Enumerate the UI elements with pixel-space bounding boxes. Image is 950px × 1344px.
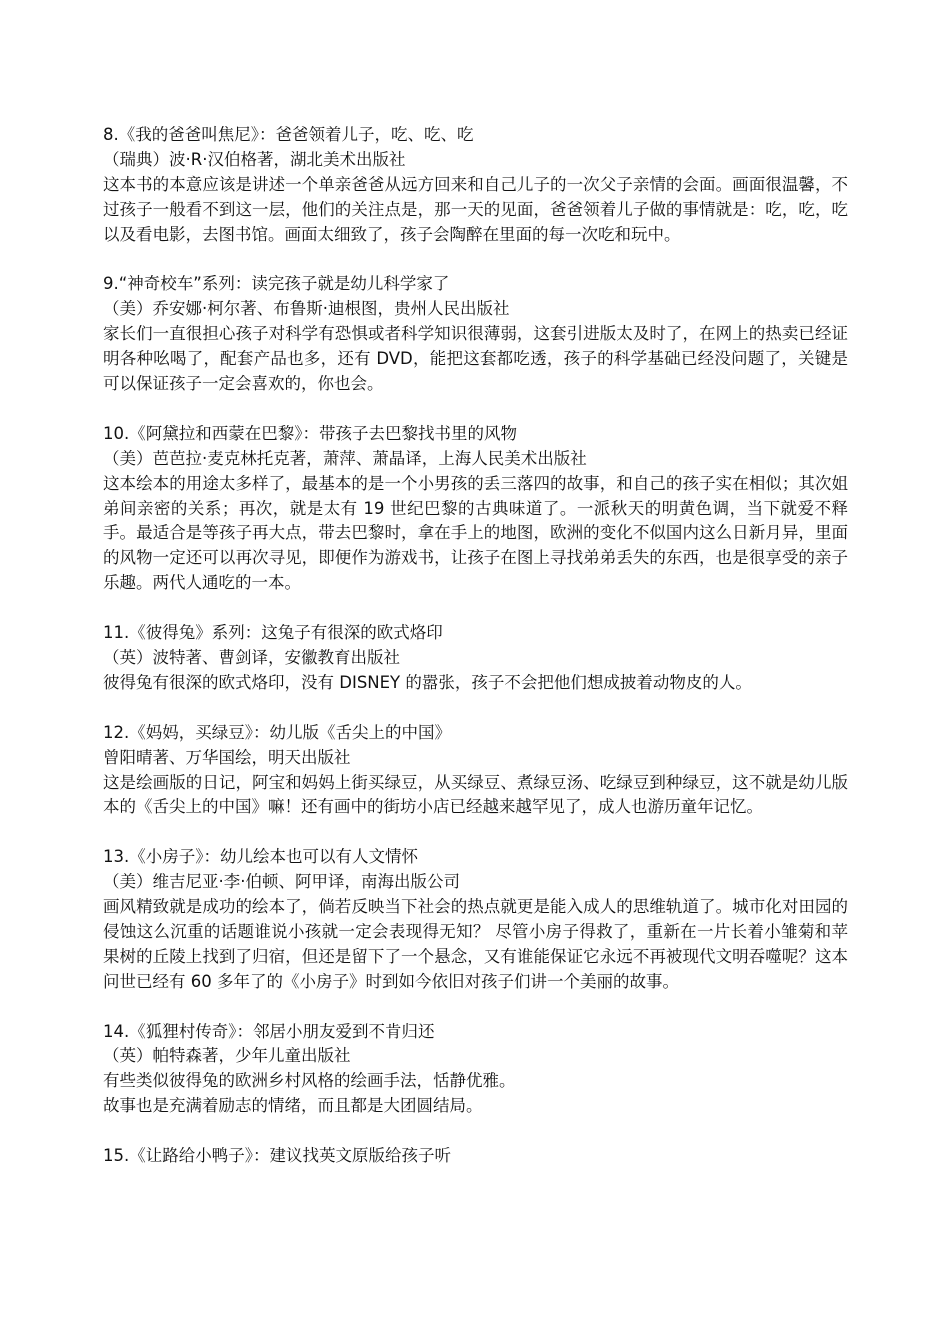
entry-title: 13.《小房子》：幼儿绘本也可以有人文情怀 bbox=[103, 847, 418, 867]
entry-title: 8.《我的爸爸叫焦尼》：爸爸领着儿子，吃、吃、吃 bbox=[103, 125, 474, 144]
entry-meta: 曾阳晴著、万华国绘，明天出版社 bbox=[103, 747, 351, 767]
entry-title: 15.《让路给小鸭子》：建议找英文原版给孩子听 bbox=[103, 1146, 451, 1166]
entry-meta: （英）波特著、曹剑译，安徽教育出版社 bbox=[103, 647, 400, 667]
book-entry-14 bbox=[103, 1020, 848, 1120]
entry-title: 12.《妈妈，买绿豆》：幼儿版《舌尖上的中国》 bbox=[103, 722, 451, 742]
entry-title: 11.《彼得兔》系列：这兔子有很深的欧式烙印 bbox=[103, 623, 443, 643]
entry-title: 9.“神奇校车”系列：读完孩子就是幼儿科学家了 bbox=[103, 274, 450, 294]
entry-meta: （英）帕特森著，少年儿童出版社 bbox=[103, 1046, 351, 1066]
entry-description: 这是绘画版的日记，阿宝和妈妈上街买绿豆，从买绿豆、煮绿豆汤、吃绿豆到种绿豆，这不就是幼儿版本的《舌尖上的中国》嘛！还有画中的街坊小店已经越来越罕见了，成人也游历童年记忆。 bbox=[103, 772, 848, 817]
entry-description: 这本绘本的用途太多样了，最基本的是一个小男孩的丢三落四的故事，和自己的孩子实在相似；其次姐弟间亲密的关系；再次，就是太有 19 世纪巴黎的古典味道了。一派秋天的明黄色调，当下就爱不释手。最适合是等孩子再大点，带去巴黎时，拿在手上的地图，欧洲的变化不似国内这么日新月异，里面的风物一定还可以再次寻见，即便作为游戏书，让孩子在图上寻找弟弟丢失的东西，也是很享受的亲子乐趣。两代人通吃的一本。 bbox=[103, 473, 848, 593]
entry-description: 彼得兔有很深的欧式烙印，没有 DISNEY 的嚣张，孩子不会把他们想成披着动物皮的人。 bbox=[103, 672, 752, 692]
entry-meta: （美）乔安娜·柯尔著、布鲁斯·迪根图，贵州人民出版社 bbox=[103, 299, 510, 319]
book-entry-12 bbox=[103, 721, 848, 821]
book-entry-11 bbox=[103, 621, 848, 696]
book-entry-10 bbox=[103, 422, 848, 596]
book-entry-15 bbox=[103, 1144, 848, 1169]
entry-description: 家长们一直很担心孩子对科学有恐惧或者科学知识很薄弱，这套引进版太及时了，在网上的热卖已经证明各种吆喝了，配套产品也多，还有 DVD，能把这套都吃透，孩子的科学基础已经没问题了，关键是可以保证孩子一定会喜欢的，你也会。 bbox=[103, 324, 848, 394]
book-entry-8 bbox=[103, 123, 848, 248]
entry-description: 有些类似彼得兔的欧洲乡村风格的绘画手法，恬静优雅。 bbox=[103, 1071, 516, 1091]
document-page bbox=[103, 123, 848, 1194]
entry-meta: （瑞典）波·R·汉伯格著，湖北美术出版社 bbox=[103, 149, 406, 169]
entry-description: 这本书的本意应该是讲述一个单亲爸爸从远方回来和自己儿子的一次父子亲情的会面。画面很温馨，不过孩子一般看不到这一层，他们的关注点是，那一天的见面，爸爸领着儿子做的事情就是：吃，吃，吃以及看电影，去图书馆。画面太细致了，孩子会陶醉在里面的每一次吃和玩中。 bbox=[103, 174, 848, 244]
book-entry-13 bbox=[103, 845, 848, 994]
entry-meta: （美）维吉尼亚·李·伯顿、阿甲译，南海出版公司 bbox=[103, 872, 460, 892]
book-entry-9 bbox=[103, 272, 848, 397]
entry-title: 10.《阿黛拉和西蒙在巴黎》：带孩子去巴黎找书里的风物 bbox=[103, 423, 517, 443]
entry-title: 14.《狐狸村传奇》：邻居小朋友爱到不肯归还 bbox=[103, 1021, 435, 1041]
entry-description: 故事也是充满着励志的情绪，而且都是大团圆结局。 bbox=[103, 1096, 483, 1116]
entry-description: 画风精致就是成功的绘本了，倘若反映当下社会的热点就更是能入成人的思维轨道了。城市化对田园的侵蚀这么沉重的话题谁说小孩就一定会表现得无知？ 尽管小房子得救了，重新在一片长着小雏菊和苹果树的丘陵上找到了归宿，但还是留下了一个悬念，又有谁能保证它永远不再被现代文明吞噬呢？这本问世已经有 60 多年了的《小房子》时到如今依旧对孩子们讲一个美丽的故事。 bbox=[103, 897, 848, 991]
entry-meta: （美）芭芭拉·麦克林托克著，萧萍、萧晶译，上海人民美术出版社 bbox=[103, 448, 587, 468]
